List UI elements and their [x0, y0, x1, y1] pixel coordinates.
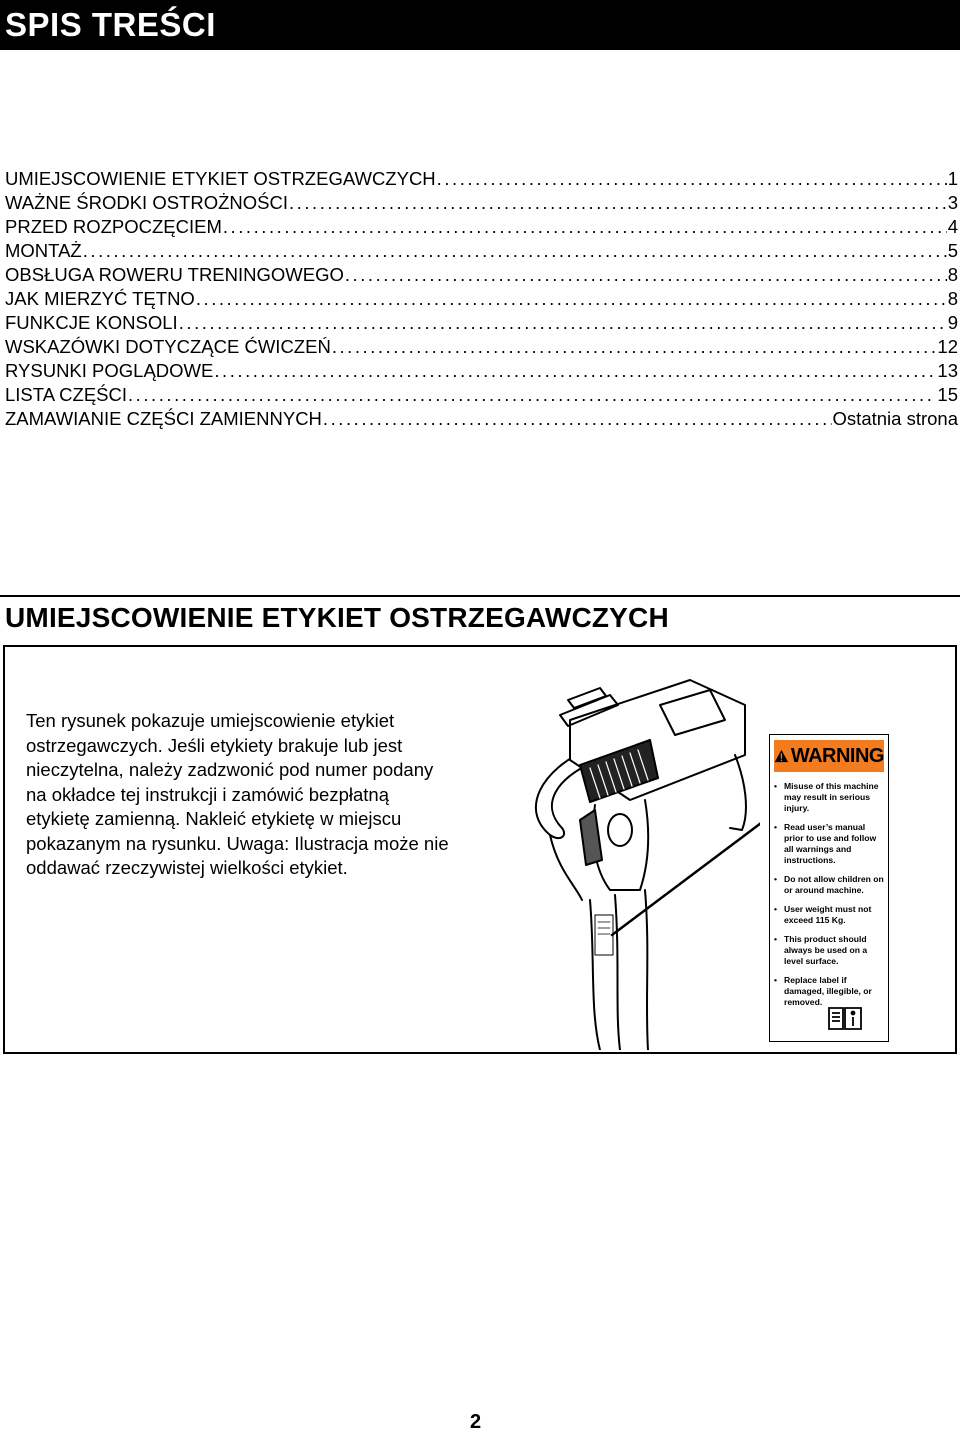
toc-entry-label: LISTA CZĘŚCI — [5, 384, 127, 405]
toc-entry-page: 4 — [947, 216, 958, 237]
toc-entry-label: JAK MIERZYĆ TĘTNO — [5, 288, 195, 309]
warning-triangle-icon — [774, 746, 789, 766]
warning-item: • User weight must not exceed 115 Kg. — [774, 904, 884, 926]
toc-entry-page: 3 — [947, 192, 958, 213]
toc-entry[interactable] — [5, 311, 958, 335]
toc-entry-page: 9 — [947, 312, 958, 333]
toc-leader-dots — [179, 311, 947, 335]
warning-item: • Do not allow children on or around machine. — [774, 874, 884, 896]
toc-entry[interactable] — [5, 335, 958, 359]
toc-entry-label: OBSŁUGA ROWERU TRENINGOWEGO — [5, 264, 344, 285]
warning-label — [769, 734, 889, 1042]
warning-header — [774, 740, 884, 772]
toc-entry-label: PRZED ROZPOCZĘCIEM — [5, 216, 222, 237]
toc-entry-page: 8 — [947, 264, 958, 285]
section-divider — [0, 595, 960, 597]
warning-item: • This product should always be used on a level surface. — [774, 934, 884, 967]
toc-entry-label: ZAMAWIANIE CZĘŚCI ZAMIENNYCH — [5, 408, 322, 429]
toc-entry-label: RYSUNKI POGLĄDOWE — [5, 360, 214, 381]
toc-entry-page: 1 — [947, 168, 958, 189]
toc-leader-dots — [323, 407, 832, 431]
toc-entry[interactable] — [5, 407, 958, 431]
toc-entry-label: UMIEJSCOWIENIE ETYKIET OSTRZEGAWCZYCH — [5, 168, 436, 189]
toc-entry[interactable] — [5, 167, 958, 191]
toc-entry-label: WSKAZÓWKI DOTYCZĄCE ĆWICZEŃ — [5, 336, 331, 357]
toc-entry[interactable] — [5, 287, 958, 311]
toc-entry-page: 15 — [937, 384, 958, 405]
toc-entry-label: WAŻNE ŚRODKI OSTROŻNOŚCI — [5, 192, 288, 213]
section-heading: UMIEJSCOWIENIE ETYKIET OSTRZEGAWCZYCH — [5, 602, 669, 633]
title-bar — [0, 0, 960, 50]
toc-leader-dots — [214, 359, 936, 383]
toc-leader-dots — [332, 335, 937, 359]
toc-entry-page: 5 — [947, 240, 958, 261]
toc-entry-page: 8 — [947, 288, 958, 309]
toc-entry-page: 13 — [937, 360, 958, 381]
warning-item: • Misuse of this machine may result in serious injury. — [774, 781, 884, 814]
toc-leader-dots — [437, 167, 947, 191]
warning-header-text: WARNING — [790, 744, 884, 767]
toc-leader-dots — [223, 215, 947, 239]
toc-entry[interactable] — [5, 191, 958, 215]
toc-entry-page: Ostatnia strona — [832, 408, 958, 429]
toc-entry[interactable] — [5, 239, 958, 263]
toc-leader-dots — [196, 287, 947, 311]
toc-leader-dots — [289, 191, 947, 215]
toc-entry-label: FUNKCJE KONSOLI — [5, 312, 178, 333]
toc-entry-label: MONTAŻ — [5, 240, 82, 261]
toc-entry-page: 12 — [937, 336, 958, 357]
table-of-contents — [5, 167, 958, 431]
warning-item: • Replace label if damaged, illegible, or removed. — [774, 975, 884, 1008]
toc-entry[interactable] — [5, 383, 958, 407]
manual-info-icon — [827, 1005, 863, 1031]
toc-entry[interactable] — [5, 359, 958, 383]
toc-entry[interactable] — [5, 263, 958, 287]
page-number: 2 — [470, 1411, 482, 1433]
page-title: SPIS TREŚCI — [5, 6, 216, 43]
toc-leader-dots — [83, 239, 947, 263]
exercise-bike-illustration — [520, 660, 760, 1050]
warning-list — [774, 781, 884, 1016]
toc-leader-dots — [345, 263, 947, 287]
toc-leader-dots — [128, 383, 936, 407]
intro-paragraph: Ten rysunek pokazuje umiejscowienie etykiet ostrzegawczych. Jeśli etykiety brakuje lub jest nieczytelna, należy zadzwonić pod numer podany na okładce tej instrukcji i zamówić bezpłatną etykietę zamienną. Nakleić etykietę w miejscu pokazanym na rysunku. Uwaga: Ilustracja może nie oddawać rzeczywistej wielkości etykiet. — [26, 710, 449, 878]
warning-item: • Read user’s manual prior to use and follow all warnings and instructions. — [774, 822, 884, 866]
toc-entry[interactable] — [5, 215, 958, 239]
